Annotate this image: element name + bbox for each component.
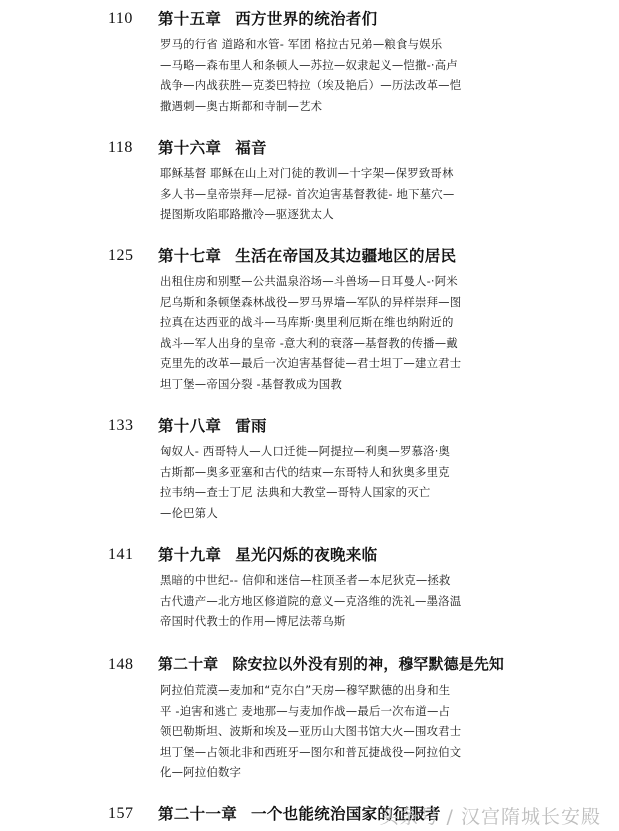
- chapter-label: 第十七章: [158, 246, 222, 265]
- chapter-title: 西方世界的统治者们: [235, 9, 378, 28]
- chapter-title: 一个也能统治国家的征服者: [251, 804, 441, 823]
- page-number: 133: [108, 417, 134, 434]
- chapter-summary: [160, 163, 520, 225]
- summary-line: —伦巴第人: [160, 505, 218, 520]
- page-number: 118: [108, 139, 133, 156]
- summary-line: 平 -迫害和逃亡 麦地那—与麦加作战—最后一次布道—占: [160, 703, 451, 718]
- page-number: 148: [108, 656, 134, 673]
- page-number: 141: [108, 546, 134, 563]
- chapter-title: 福音: [235, 138, 267, 157]
- chapter-summary: [160, 680, 520, 783]
- chapter-heading: [158, 137, 267, 159]
- chapter-summary: [160, 271, 520, 394]
- chapter-title: 星光闪烁的夜晚来临: [235, 545, 378, 564]
- summary-line: 匈奴人- 西哥特人—人口迁徙—阿提拉—利奥—罗慕洛·奥: [160, 444, 451, 458]
- summary-line: 出租住房和别墅—公共温泉浴场—斗兽场—日耳曼人-·阿米: [160, 274, 458, 288]
- chapter-label: 第二十一章: [158, 804, 238, 823]
- chapter-heading: [158, 544, 377, 566]
- summary-line: 战斗—军人出身的皇帝 -意大利的衰落—基督教的传播—戴: [160, 335, 458, 350]
- summary-line: 阿拉伯荒漠—麦加和“克尔白”天房—穆罕默德的出身和生: [160, 683, 451, 697]
- summary-line: 坦丁堡—帝国分裂 -基督教成为国教: [160, 376, 342, 391]
- chapter-heading: [158, 654, 504, 676]
- chapter-label: 第十八章: [158, 416, 222, 435]
- page-number: 110: [108, 10, 133, 27]
- chapter-heading: [158, 415, 267, 437]
- chapter-title: 雷雨: [235, 416, 267, 435]
- summary-line: 古代遗产—北方地区修道院的意义—克洛维的洗礼—墨洛温: [160, 593, 462, 608]
- chapter-label: 第十五章: [158, 9, 222, 28]
- summary-line: 领巴勒斯坦、波斯和埃及—亚历山大图书馆大火—围攻君士: [160, 724, 462, 738]
- summary-line: 罗马的行省 道路和水管- 军团 格拉古兄弟—粮食与娱乐: [160, 37, 443, 51]
- page-number: 157: [108, 805, 134, 822]
- summary-line: 耶稣基督 耶稣在山上对门徒的教训—十字架—保罗致哥林: [160, 166, 454, 180]
- summary-line: 克里先的改革—最后一次迫害基督徒—君士坦丁—建立君士: [160, 356, 462, 370]
- summary-line: 战争—内战获胜—克娄巴特拉（埃及艳后）—历法改革—恺: [160, 78, 462, 92]
- chapter-heading: [158, 245, 456, 267]
- chapter-title: 除安拉以外没有别的神，穆罕默德是先知: [232, 656, 505, 673]
- chapter-heading: [158, 8, 377, 30]
- chapter-summary: [160, 34, 520, 116]
- summary-line: 古斯都—奥多亚塞和古代的结束—东哥特人和狄奥多里克: [160, 464, 450, 479]
- summary-line: —马略—森布里人和条顿人—苏拉—奴隶起义—恺撒-·高卢: [160, 57, 458, 72]
- summary-line: 拉真在达西亚的战斗—马库斯·奥里利厄斯在维也纳附近的: [160, 315, 454, 329]
- chapter-summary: [160, 441, 520, 523]
- summary-line: 化—阿拉伯数字: [160, 765, 242, 779]
- chapter-summary: [160, 570, 520, 632]
- chapter-label: 第二十章: [158, 656, 219, 673]
- chapter-title: 生活在帝国及其边疆地区的居民: [235, 246, 457, 265]
- summary-line: 撒遇刺—奥古斯都和寺制—艺术: [160, 98, 323, 113]
- summary-line: 坦丁堡—占领北非和西班牙—图尔和普瓦捷战役—阿拉伯文: [160, 744, 462, 759]
- chapter-label: 第十九章: [158, 545, 222, 564]
- summary-line: 尼乌斯和条顿堡森林战役—罗马界墙—军队的异样崇拜—图: [160, 294, 462, 309]
- chapter-label: 第十六章: [158, 138, 222, 157]
- summary-line: 提图斯攻陷耶路撒冷—驱逐犹太人: [160, 207, 334, 221]
- summary-line: 拉韦纳—查士丁尼 法典和大教堂—哥特人国家的灭亡: [160, 485, 431, 499]
- watermark: 头条号 / 汉宫隋城长安殿: [379, 806, 601, 828]
- summary-line: 多人书—皇帝崇拜—尼禄- 首次迫害基督教徒- 地下墓穴—: [160, 186, 455, 201]
- summary-line: 黑暗的中世纪-- 信仰和迷信—柱顶圣者—本尼狄克—拯救: [160, 573, 451, 587]
- summary-line: 帝国时代教士的作用—博尼法蒂乌斯: [160, 614, 346, 628]
- page-number: 125: [108, 247, 134, 264]
